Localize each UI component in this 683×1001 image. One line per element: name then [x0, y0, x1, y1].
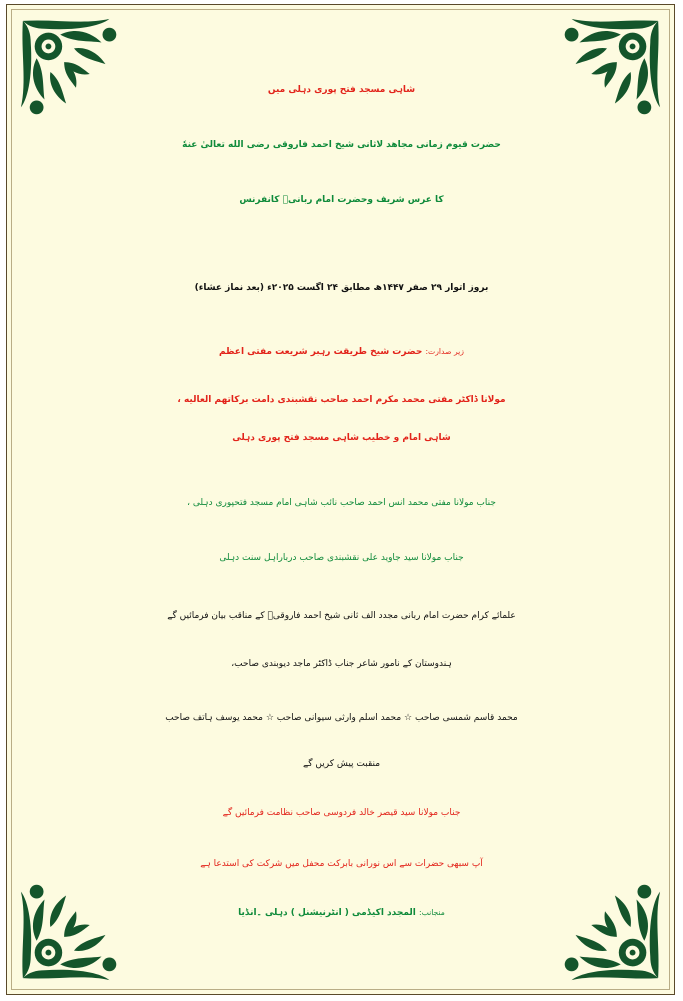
venue-heading: شاہی مسجد فتح پوری دہلی میں	[267, 85, 416, 95]
presidency-label: زیر صدارت:	[425, 347, 464, 356]
presidency-line-2: مولانا ڈاکٹر مفتی محمد مکرم احمد صاحب نقشبندی دامت برکاتهم العالیه ،	[177, 395, 506, 405]
conference-title: کا عرس شریف وحضرت امام ربانیؒ کانفرنس	[239, 195, 444, 205]
honorific-line: حضرت قیوم زمانی مجاهد لاثانی شیخ احمد فاروقی رضی الله تعالیٰ عنهٗ	[182, 140, 501, 150]
invitation-line: آپ سبھی حضرات سے اس نورانی بابرکت محفل میں شرکت کی استدعا ہے	[200, 859, 483, 869]
organizer-line	[7, 908, 675, 919]
manqabat-line: منقبت پیش کریں گے	[302, 759, 381, 769]
ulama-line: علمائے کرام حضرت امام ربانی مجدد الف ثانی شیخ احمد فاروقیؒ کے مناقب بیان فرمائیں گے	[167, 611, 516, 621]
organizer-name: المجدد اکیڈمی ( انٹرنیشنل ) دہلی ۔انڈیا	[238, 908, 416, 918]
floral-ornament-icon	[15, 13, 133, 131]
presidency-line-3: شاہی امام و خطیب شاہی مسجد فتح پوری دہلی	[232, 433, 451, 443]
guest-line-1: جناب مولانا مفتی محمد انس احمد صاحب نائب شاہی امام مسجد فتحپوری دہلی ،	[187, 498, 496, 508]
poster-frame	[6, 4, 675, 995]
organizer-label: منجانب:	[419, 908, 445, 917]
poet-line: ہندوستان کے نامور شاعر جناب ڈاکٹر ماجد دیوبندی صاحب،	[231, 659, 452, 669]
reciters-line: محمد قاسم شمسی صاحب ☆ محمد اسلم وارثی سیوانی صاحب ☆ محمد یوسف ہاتف صاحب	[165, 713, 518, 723]
floral-ornament-icon	[548, 13, 666, 131]
presidency-text: حضرت شیخ طریقت رہبر شریعت مفتی اعظم	[218, 347, 423, 357]
presidency-line-1	[7, 347, 675, 358]
nizamat-line: جناب مولانا سید قیصر خالد فردوسی صاحب نظامت فرمائیں گے	[222, 808, 461, 818]
guest-line-2: جناب مولانا سید جاوید علی نقشبندی صاحب درباراہل سنت دہلی	[219, 553, 464, 563]
date-line: بروز اتوار ۲۹ صفر ۱۴۴۷ھ مطابق ۲۴ اگست ۲۰۲۵ء (بعد نماز عشاء)	[194, 283, 489, 293]
floral-ornament-icon	[15, 868, 133, 986]
floral-ornament-icon	[548, 868, 666, 986]
